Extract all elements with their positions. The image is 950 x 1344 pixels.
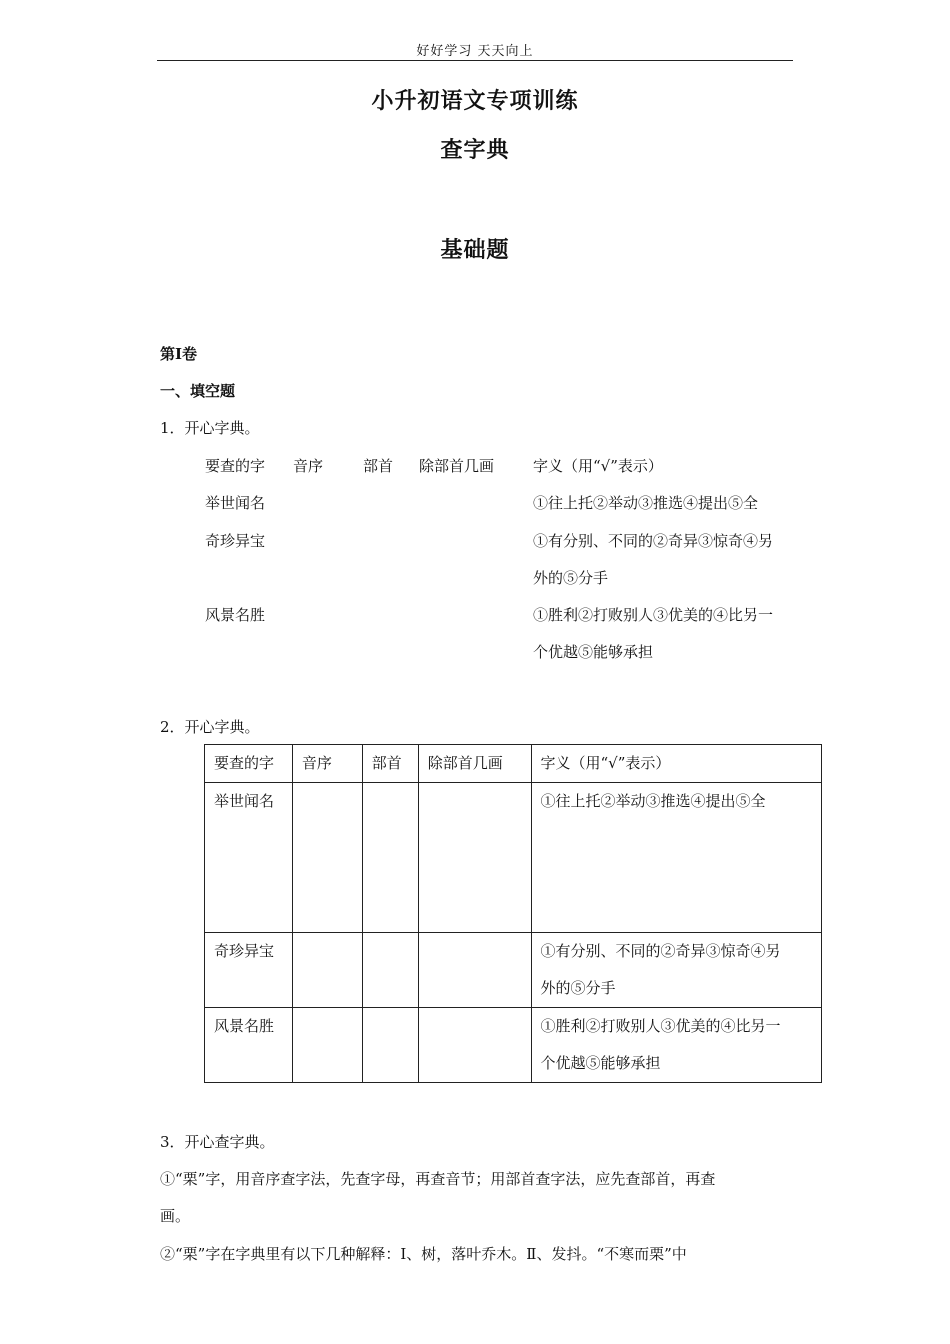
q1-row2-word: 奇珍异宝 <box>205 532 266 550</box>
page-title: 小升初语文专项训练 <box>371 88 579 114</box>
q2-row1-pinyin-cell[interactable] <box>292 783 362 933</box>
q1-row1-word: 举世闻名 <box>205 494 266 512</box>
q3-text-line3: ②“栗”字在字典里有以下几种解释：Ⅰ、树，落叶乔木。Ⅱ、发抖。“不寒而栗”中 <box>160 1245 687 1263</box>
q2-row2-meaning-line2: 外的⑤分手 <box>540 979 616 997</box>
q2-row2-word: 奇珍异宝 <box>205 933 293 1008</box>
q1-header-meaning: 字义（用“√”表示） <box>533 457 663 475</box>
q1-row3-meaning-line1: ①胜利②打败别人③优美的④比另一 <box>533 606 774 624</box>
q2-dictionary-table <box>204 744 822 1083</box>
q1-header-strokes: 除部首几画 <box>419 457 495 475</box>
q1-header-radical: 部首 <box>363 457 394 475</box>
section-title: 基础题 <box>440 237 510 263</box>
q2-header-row <box>205 745 822 783</box>
q2-header-word: 要查的字 <box>205 745 293 783</box>
q2-row1-meaning: ①往上托②举动③推选④提出⑤全 <box>531 783 822 933</box>
q2-row2-radical-cell[interactable] <box>362 933 418 1008</box>
q1-row3-meaning-line2: 个优越⑤能够承担 <box>533 643 654 661</box>
q2-row2-meaning <box>531 933 822 1008</box>
page-subtitle: 查字典 <box>440 137 510 163</box>
page-header: 好好学习 天天向上 <box>416 44 534 59</box>
q2-header-strokes: 除部首几画 <box>418 745 531 783</box>
q2-row3-meaning-line1: ①胜利②打败别人③优美的④比另一 <box>540 1017 781 1035</box>
question-2-label: 2．开心字典。 <box>160 718 260 736</box>
q2-row3-radical-cell[interactable] <box>362 1008 418 1083</box>
q2-row2-strokes-cell[interactable] <box>418 933 531 1008</box>
q2-row3-strokes-cell[interactable] <box>418 1008 531 1083</box>
q2-row3-pinyin-cell[interactable] <box>292 1008 362 1083</box>
q2-header-pinyin: 音序 <box>292 745 362 783</box>
q2-row1-radical-cell[interactable] <box>362 783 418 933</box>
q3-text-line2: 画。 <box>160 1207 191 1225</box>
q3-text-line1: ①“栗”字，用音序查字法，先查字母，再查音节；用部首查字法，应先查部首，再查 <box>160 1170 716 1188</box>
q1-row2-meaning-line2: 外的⑤分手 <box>533 569 609 587</box>
question-3-label: 3．开心查字典。 <box>160 1133 275 1151</box>
table-row <box>205 1008 822 1083</box>
q2-header-meaning: 字义（用“√”表示） <box>531 745 822 783</box>
q1-row3-word: 风景名胜 <box>205 606 266 624</box>
q1-header-pinyin: 音序 <box>293 457 324 475</box>
question-1-label: 1．开心字典。 <box>160 419 260 437</box>
q2-row3-word: 风景名胜 <box>205 1008 293 1083</box>
header-divider <box>157 60 793 61</box>
q2-header-radical: 部首 <box>362 745 418 783</box>
q2-row2-pinyin-cell[interactable] <box>292 933 362 1008</box>
q1-row2-meaning-line1: ①有分别、不同的②奇异③惊奇④另 <box>533 532 774 550</box>
part-heading: 一、填空题 <box>160 382 236 400</box>
q2-row2-meaning-line1: ①有分别、不同的②奇异③惊奇④另 <box>540 942 781 960</box>
table-row <box>205 933 822 1008</box>
q1-row1-meaning: ①往上托②举动③推选④提出⑤全 <box>533 494 759 512</box>
q2-row3-meaning-line2: 个优越⑤能够承担 <box>540 1054 661 1072</box>
volume-label: 第Ⅰ卷 <box>160 345 198 363</box>
q2-row1-strokes-cell[interactable] <box>418 783 531 933</box>
table-row <box>205 783 822 933</box>
q2-row3-meaning <box>531 1008 822 1083</box>
q2-row1-word: 举世闻名 <box>205 783 293 933</box>
q1-header-word: 要查的字 <box>205 457 266 475</box>
